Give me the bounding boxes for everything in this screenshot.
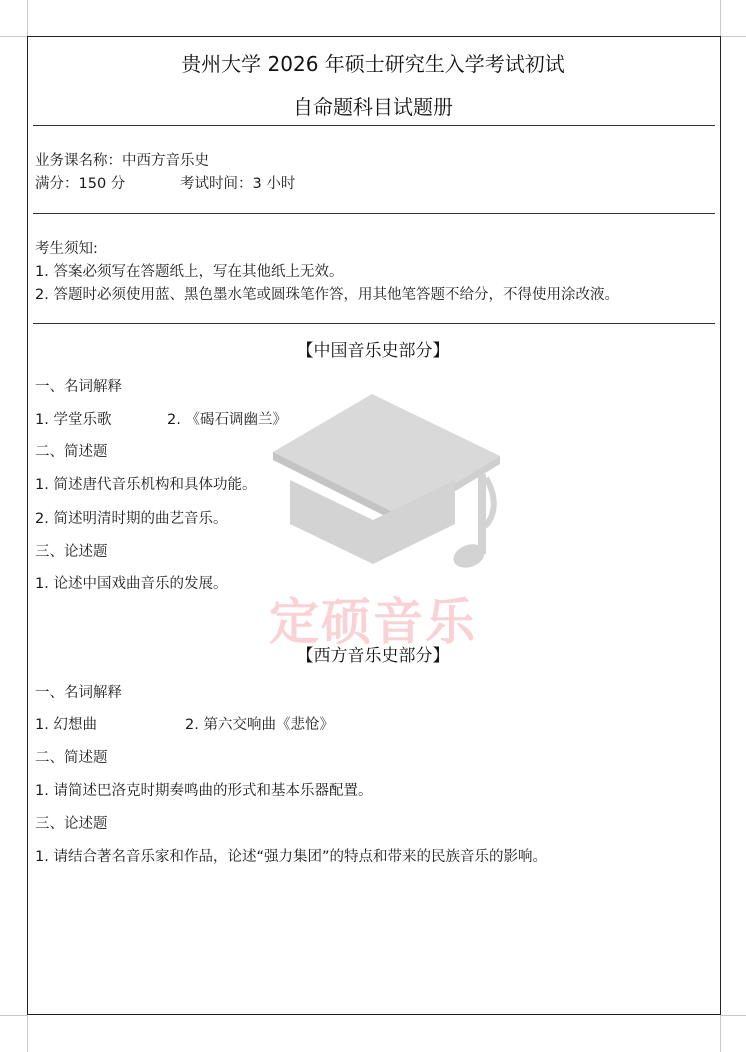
crop-mark-br-h bbox=[721, 1015, 746, 1016]
crop-mark-tr-h bbox=[721, 36, 746, 37]
crop-mark-br-v bbox=[720, 1015, 721, 1052]
chinese-q2-heading: 二、简述题 bbox=[35, 444, 108, 460]
chinese-q2-item-1: 1. 简述唐代音乐机构和具体功能。 bbox=[35, 477, 257, 493]
crop-mark-bl-h bbox=[0, 1015, 27, 1016]
notice-item-2: 2. 答题时必须使用蓝、黑色墨水笔或圆珠笔作答，用其他笔答题不给分，不得使用涂改液。 bbox=[35, 287, 619, 303]
crop-mark-tr-v bbox=[720, 0, 721, 36]
western-q3-heading: 三、论述题 bbox=[35, 816, 108, 832]
notice-heading: 考生须知: bbox=[35, 241, 98, 257]
western-q3-item-1: 1. 请结合著名音乐家和作品，论述“强力集团”的特点和带来的民族音乐的影响。 bbox=[35, 849, 547, 865]
watermark-text: 定硕音乐 bbox=[269, 593, 477, 651]
exam-subtitle: 自命题科目试题册 bbox=[293, 95, 453, 119]
divider-3 bbox=[33, 323, 715, 324]
notice-item-1: 1. 答案必须写在答题纸上，写在其他纸上无效。 bbox=[35, 264, 344, 280]
crop-mark-tl-v bbox=[27, 0, 28, 36]
course-name: 业务课名称：中西方音乐史 bbox=[35, 153, 209, 169]
chinese-q3-item-1: 1. 论述中国戏曲音乐的发展。 bbox=[35, 576, 228, 592]
section-title-chinese: 【中国音乐史部分】 bbox=[296, 341, 450, 361]
divider-1 bbox=[33, 125, 715, 126]
divider-2 bbox=[33, 213, 715, 214]
western-q2-heading: 二、简述题 bbox=[35, 750, 108, 766]
chinese-q1-item-1: 1. 学堂乐歌 bbox=[35, 412, 112, 428]
western-q1-item-2: 2. 第六交响曲《悲怆》 bbox=[185, 717, 334, 733]
chinese-q2-item-2: 2. 简述明清时期的曲艺音乐。 bbox=[35, 511, 228, 527]
chinese-q1-item-2: 2. 《碣石调幽兰》 bbox=[167, 412, 287, 428]
full-score: 满分：150 分 bbox=[35, 176, 126, 192]
exam-title: 贵州大学 2026 年硕士研究生入学考试初试 bbox=[181, 52, 565, 76]
western-q2-item-1: 1. 请简述巴洛克时期奏鸣曲的形式和基本乐器配置。 bbox=[35, 783, 373, 799]
western-q1-heading: 一、名词解释 bbox=[35, 685, 122, 701]
crop-mark-tl-h bbox=[0, 36, 27, 37]
crop-mark-bl-v bbox=[27, 1015, 28, 1052]
chinese-q1-heading: 一、名词解释 bbox=[35, 379, 122, 395]
exam-time: 考试时间：3 小时 bbox=[180, 176, 296, 192]
chinese-q3-heading: 三、论述题 bbox=[35, 544, 108, 560]
section-title-western: 【西方音乐史部分】 bbox=[296, 646, 450, 666]
western-q1-item-1: 1. 幻想曲 bbox=[35, 717, 97, 733]
